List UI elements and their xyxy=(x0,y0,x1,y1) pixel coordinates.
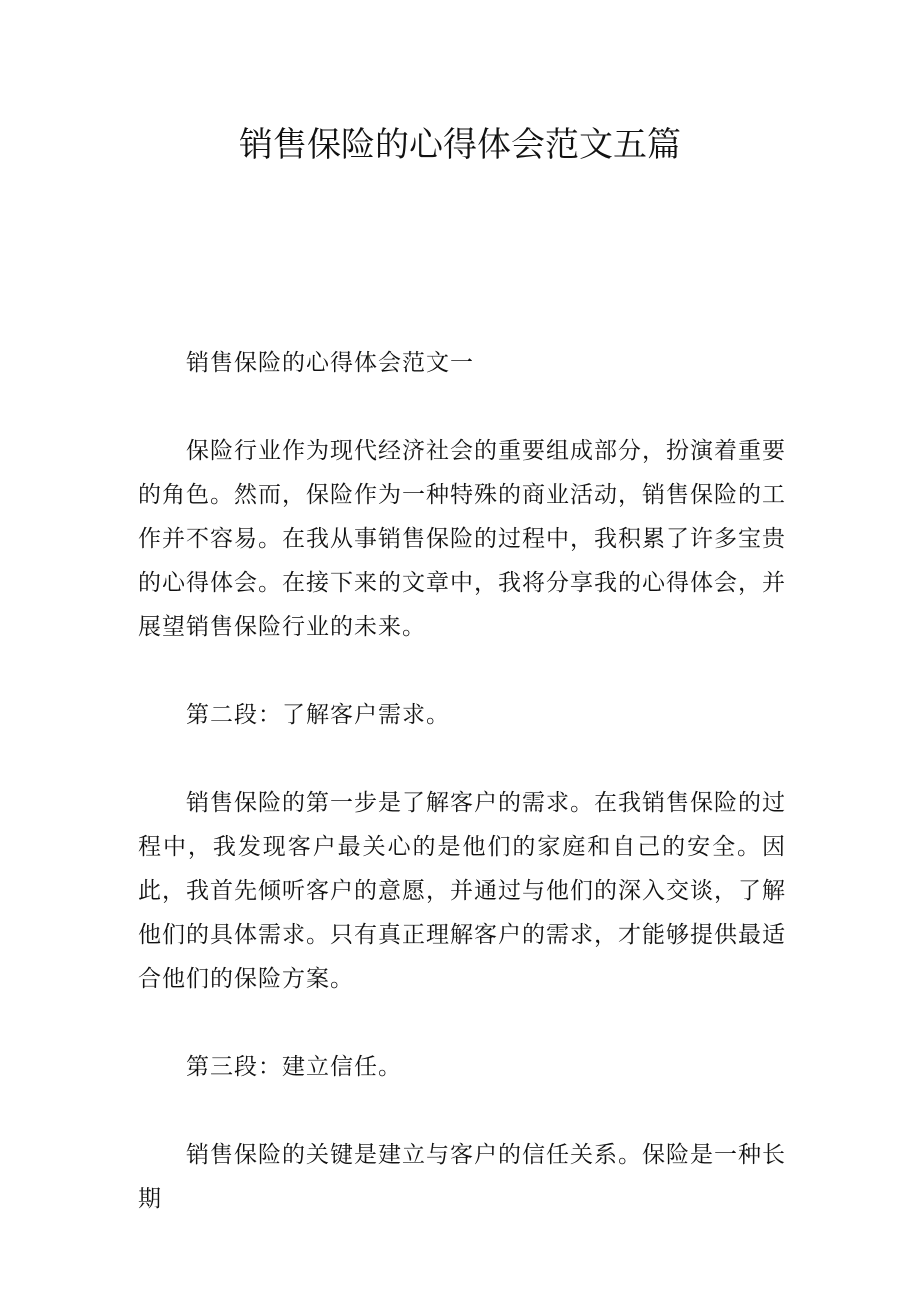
paragraph-intro: 保险行业作为现代经济社会的重要组成部分，扮演着重要的角色。然而，保险作为一种特殊的商业活动，销售保险的工作并不容易。在我从事销售保险的过程中，我积累了许多宝贵的心得体会。在接下来的文章中，我将分享我的心得体会，并展望销售保险行业的未来。 xyxy=(138,438,786,640)
paragraph-customer-needs: 销售保险的第一步是了解客户的需求。在我销售保险的过程中，我发现客户最关心的是他们的家庭和自己的安全。因此，我首先倾听客户的意愿，并通过与他们的深入交谈，了解他们的具体需求。只有真正理解客户的需求，才能够提供最适合他们的保险方案。 xyxy=(138,790,786,992)
paragraph-build-trust: 销售保险的关键是建立与客户的信任关系。保险是一种长期 xyxy=(138,1142,786,1212)
paragraph-heading-3: 第三段：建立信任。 xyxy=(186,1054,402,1080)
section-heading: 销售保险的心得体会范文一 xyxy=(186,350,474,376)
document-title: 销售保险的心得体会范文五篇 xyxy=(239,125,681,165)
document-body xyxy=(138,341,786,1265)
paragraph-heading-2: 第二段：了解客户需求。 xyxy=(186,702,450,728)
